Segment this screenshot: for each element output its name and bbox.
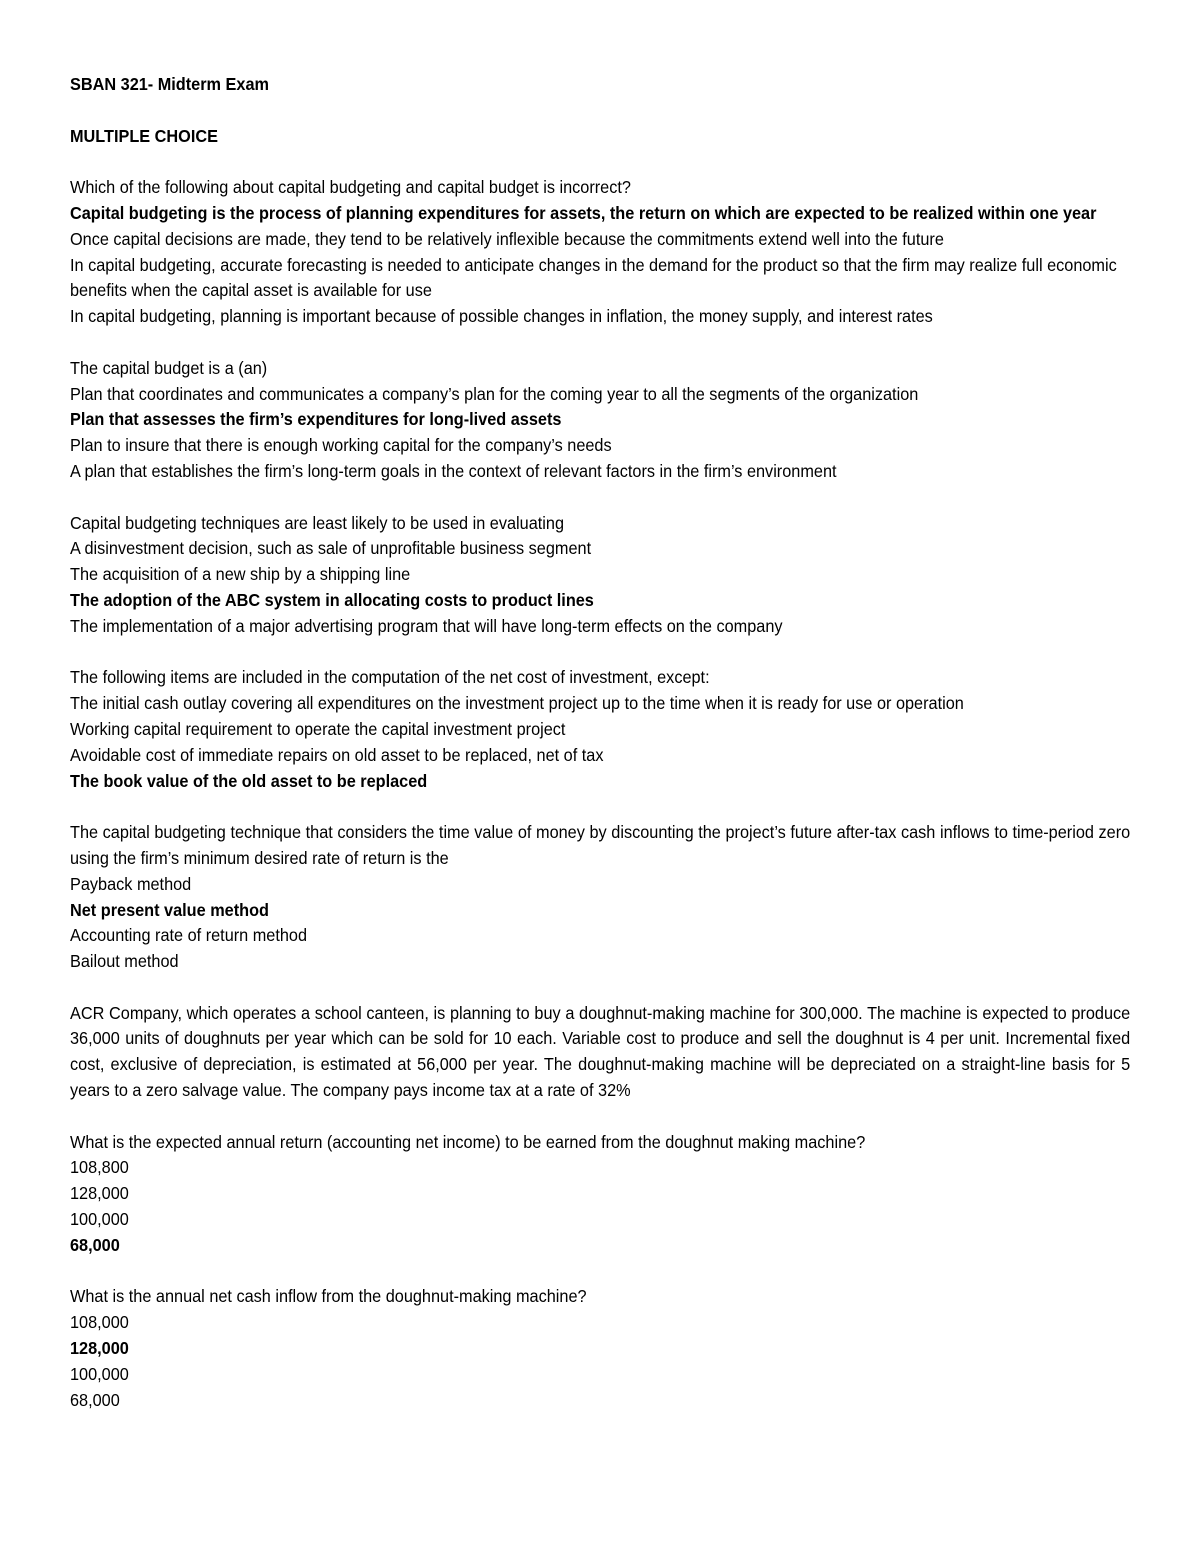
- answer-option: Plan that coordinates and communicates a company’s plan for the coming year to all the segments of the organization: [70, 383, 919, 404]
- question-block: [70, 175, 1130, 330]
- answer-option: Avoidable cost of immediate repairs on old asset to be replaced, net of tax: [70, 744, 604, 765]
- question-stem: The capital budget is a (an): [70, 357, 268, 378]
- question-block: [70, 820, 1130, 975]
- question-stem: The capital budgeting technique that considers the time value of money by discounting the project’s future after-tax cash inflows to time-period zero using the firm’s minimum desired rate of return is the: [70, 822, 1131, 868]
- answer-option: Bailout method: [70, 951, 179, 972]
- answer-option: Once capital decisions are made, they tend to be relatively inflexible because the commitments extend well into the future: [70, 228, 944, 249]
- answer-option: The initial cash outlay covering all expenditures on the investment project up to the time when it is ready for use or operation: [70, 693, 964, 714]
- answer-option: 68,000: [70, 1234, 120, 1255]
- scenario-text: ACR Company, which operates a school canteen, is planning to buy a doughnut-making machine for 300,000. The machine is expected to produce 36,000 units of doughnuts per year which can be sold for 10 each. Variable cost to produce and sell the doughnut is 4 per unit. Incremental fixed cost, exclusive of depreciation, is estimated at 56,000 per year. The doughnut-making machine will be depreciated on a straight-line basis for 5 years to a zero salvage value. The company pays income tax at a rate of 32%: [70, 1002, 1131, 1101]
- answer-option: 68,000: [70, 1389, 120, 1410]
- exam-page: [70, 72, 1130, 1413]
- answer-option: The implementation of a major advertising program that will have long-term effects on the company: [70, 615, 783, 636]
- answer-option: Net present value method: [70, 899, 269, 920]
- question-block: [70, 665, 1130, 794]
- question-stem: Capital budgeting techniques are least likely to be used in evaluating: [70, 512, 565, 533]
- answer-option: The acquisition of a new ship by a shipping line: [70, 564, 411, 585]
- answer-option: A disinvestment decision, such as sale of unprofitable business segment: [70, 538, 592, 559]
- answer-option: 108,000: [70, 1312, 129, 1333]
- answer-option: Capital budgeting is the process of planning expenditures for assets, the return on which are expected to be realized within one year: [70, 202, 1097, 223]
- question-stem: The following items are included in the computation of the net cost of investment, except:: [70, 667, 710, 688]
- answer-option: A plan that establishes the firm’s long-term goals in the context of relevant factors in the firm’s environment: [70, 460, 837, 481]
- answer-option: In capital budgeting, planning is important because of possible changes in inflation, the money supply, and interest rates: [70, 306, 933, 327]
- question-block: [70, 356, 1130, 485]
- answer-option: The book value of the old asset to be replaced: [70, 770, 428, 791]
- question-stem: What is the annual net cash inflow from the doughnut-making machine?: [70, 1286, 587, 1307]
- answer-option: The adoption of the ABC system in allocating costs to product lines: [70, 589, 594, 610]
- question-block: [70, 511, 1130, 640]
- question-stem: What is the expected annual return (accounting net income) to be earned from the doughnut making machine?: [70, 1131, 866, 1152]
- section-heading: MULTIPLE CHOICE: [70, 125, 218, 146]
- scenario-block: [70, 1001, 1130, 1104]
- answer-option: 128,000: [70, 1183, 129, 1204]
- question-block: [70, 1130, 1130, 1259]
- answer-option: Plan that assesses the firm’s expenditures for long-lived assets: [70, 409, 562, 430]
- question-block: [70, 1284, 1130, 1413]
- answer-option: 128,000: [70, 1338, 129, 1359]
- exam-title: SBAN 321- Midterm Exam: [70, 74, 269, 94]
- answer-option: Accounting rate of return method: [70, 925, 308, 946]
- answer-option: Payback method: [70, 873, 192, 894]
- answer-option: 108,800: [70, 1157, 129, 1178]
- answer-option: Working capital requirement to operate the capital investment project: [70, 718, 566, 739]
- question-stem: Which of the following about capital budgeting and capital budget is incorrect?: [70, 177, 631, 198]
- answer-option: 100,000: [70, 1209, 129, 1230]
- answer-option: In capital budgeting, accurate forecasting is needed to anticipate changes in the demand for the product so that the firm may realize full economic benefits when the capital asset is available for use: [70, 254, 1117, 301]
- answer-option: Plan to insure that there is enough working capital for the company’s needs: [70, 435, 612, 456]
- answer-option: 100,000: [70, 1363, 129, 1384]
